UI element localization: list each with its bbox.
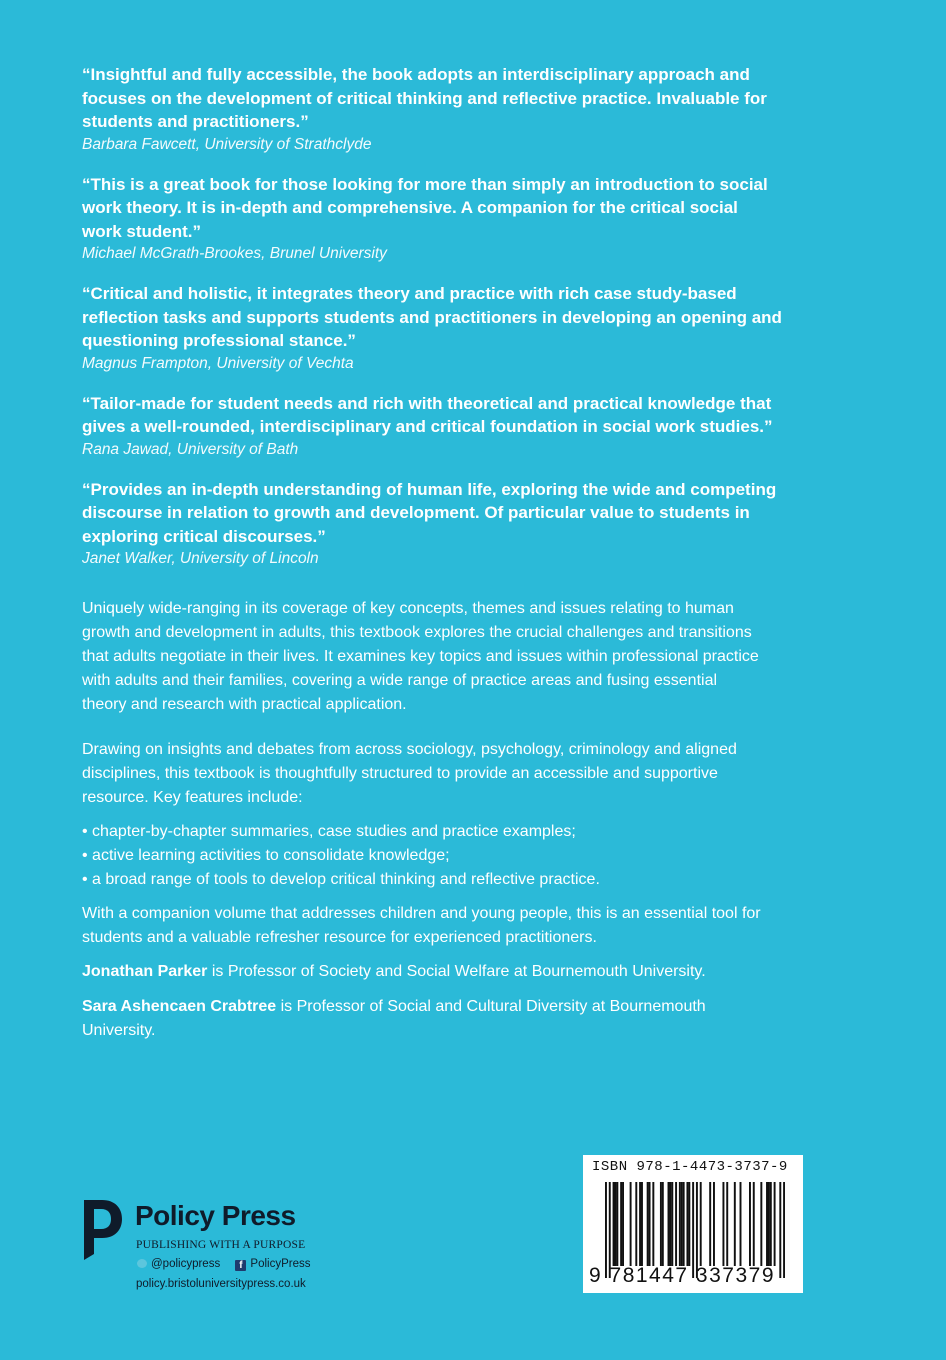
barcode-bar [613, 1182, 615, 1266]
quote-1 [82, 63, 812, 155]
isbn-digits: 9 781447 337379 [589, 1264, 775, 1287]
barcode-bar [713, 1182, 715, 1266]
barcode-bar [766, 1182, 768, 1266]
quote-text: “This is a great book for those looking for more than simply an introduction to social work theory. It is in-depth and comprehensive. A companion for the critical social work student.” [82, 174, 768, 241]
barcode-bar [671, 1182, 673, 1266]
barcode-bar [774, 1182, 776, 1266]
author-name: Jonathan Parker [82, 963, 208, 980]
barcode-bar [734, 1182, 736, 1266]
barcode-bar [669, 1182, 671, 1266]
barcode-bar [660, 1182, 662, 1266]
quote-source: Magnus Frampton, University of Vechta [82, 354, 354, 372]
barcode-bar [652, 1182, 654, 1266]
quote-text: “Insightful and fully accessible, the book adopts an interdisciplinary approach and focuses on the development of critical thinking and reflective practice. Invaluable for students and practitioners.” [82, 65, 767, 131]
twitter-icon [137, 1259, 147, 1268]
barcode-bar [616, 1182, 618, 1266]
policy-press-logo-icon [82, 1198, 124, 1262]
quote-text: “Critical and holistic, it integrates theory and practice with rich case study-based reflection tasks and supports students and practitioners in developing an opening and questioning professional stance.” [82, 284, 782, 350]
isbn-barcode [583, 1155, 803, 1293]
quote-3 [82, 282, 812, 374]
author-bio-2: Sara Ashencaen Crabtree is Professor of Social and Cultural Diversity at Bournemouth University. [82, 998, 706, 1039]
barcode-bar [686, 1182, 688, 1266]
barcode-bar [639, 1182, 641, 1266]
description-paragraph-3: With a companion volume that addresses children and young people, this is an essential tool for students and a valuable refresher resource for experienced practitioners. [82, 905, 761, 946]
quote-4 [82, 392, 812, 460]
description-paragraph-1: Uniquely wide-ranging in its coverage of key concepts, themes and issues relating to human growth and development in adults, this textbook explores the crucial challenges and transitions that adults negotiate in their lives. It examines key topics and issues within professional practice with adults and their families, covering a wide range of practice areas and fusing essential theory and research with practical application. [82, 600, 759, 713]
quote-2 [82, 173, 812, 265]
barcode-bar [622, 1182, 624, 1266]
barcode-bar [620, 1182, 622, 1266]
author-name: Sara Ashencaen Crabtree [82, 998, 277, 1015]
publisher-tagline: PUBLISHING WITH A PURPOSE [136, 1239, 306, 1251]
quote-source: Rana Jawad, University of Bath [82, 440, 299, 458]
barcode-bar [679, 1182, 681, 1266]
list-item: • active learning activities to consolidate knowledge; [82, 844, 812, 868]
barcode-bar [647, 1182, 649, 1266]
facebook-icon: f [235, 1260, 246, 1271]
barcode-bar [662, 1182, 664, 1266]
barcode-bar [635, 1182, 637, 1266]
quote-source: Michael McGrath-Brookes, Brunel University [82, 245, 387, 262]
barcode-bar [675, 1182, 677, 1266]
barcode-bar [630, 1182, 632, 1266]
social-links [137, 1258, 322, 1271]
key-features-list [82, 820, 812, 892]
quote-5 [82, 478, 812, 570]
barcode-bar [649, 1182, 651, 1266]
barcode-bar [641, 1182, 643, 1266]
barcode-bar [709, 1182, 711, 1266]
list-item: • a broad range of tools to develop critical thinking and reflective practice. [82, 868, 812, 892]
barcode-bar [768, 1182, 770, 1266]
barcode-bar [726, 1182, 728, 1266]
barcode-bar [770, 1182, 772, 1266]
barcode-bar [683, 1182, 685, 1266]
quote-text: “Provides an in-depth understanding of human life, exploring the wide and competing discourse in relation to growth and development. Of particular value to students in exploring critical discourses.” [82, 479, 777, 546]
publisher-url[interactable]: policy.bristoluniversitypress.co.uk [136, 1278, 306, 1290]
barcode-bar [668, 1182, 670, 1266]
barcode-bar [688, 1182, 690, 1266]
barcode-bar [722, 1182, 724, 1266]
barcode-bar [753, 1182, 755, 1266]
quote-source: Janet Walker, University of Lincoln [82, 550, 319, 567]
twitter-link[interactable]: @policypress [137, 1258, 220, 1270]
facebook-link[interactable]: f PolicyPress [235, 1258, 310, 1271]
publisher-name: Policy Press [135, 1200, 296, 1231]
publisher-logo [82, 1196, 342, 1296]
description-paragraph-2: Drawing on insights and debates from across sociology, psychology, criminology and aligned disciplines, this textbook is thoughtfully structured to provide an accessible and supportive resource. Key features include: [82, 741, 737, 806]
barcode-bar [614, 1182, 616, 1266]
endorsements [82, 63, 812, 587]
quote-text: “Tailor-made for student needs and rich with theoretical and practical knowledge that gives a well-rounded, interdisciplinary and critical foundation in social work studies.” [82, 393, 773, 436]
list-item: • chapter-by-chapter summaries, case studies and practice examples; [82, 820, 812, 844]
author-bio-1: Jonathan Parker is Professor of Society and Social Welfare at Bournemouth University. [82, 963, 706, 980]
barcode-bar [760, 1182, 762, 1266]
quote-source: Barbara Fawcett, University of Strathclyde [82, 135, 372, 153]
barcode-bar [681, 1182, 683, 1266]
barcode-bar [749, 1182, 751, 1266]
barcode-bar [700, 1182, 702, 1266]
isbn-label: ISBN 978-1-4473-3737-9 [592, 1159, 788, 1175]
barcode-bar [740, 1182, 742, 1266]
